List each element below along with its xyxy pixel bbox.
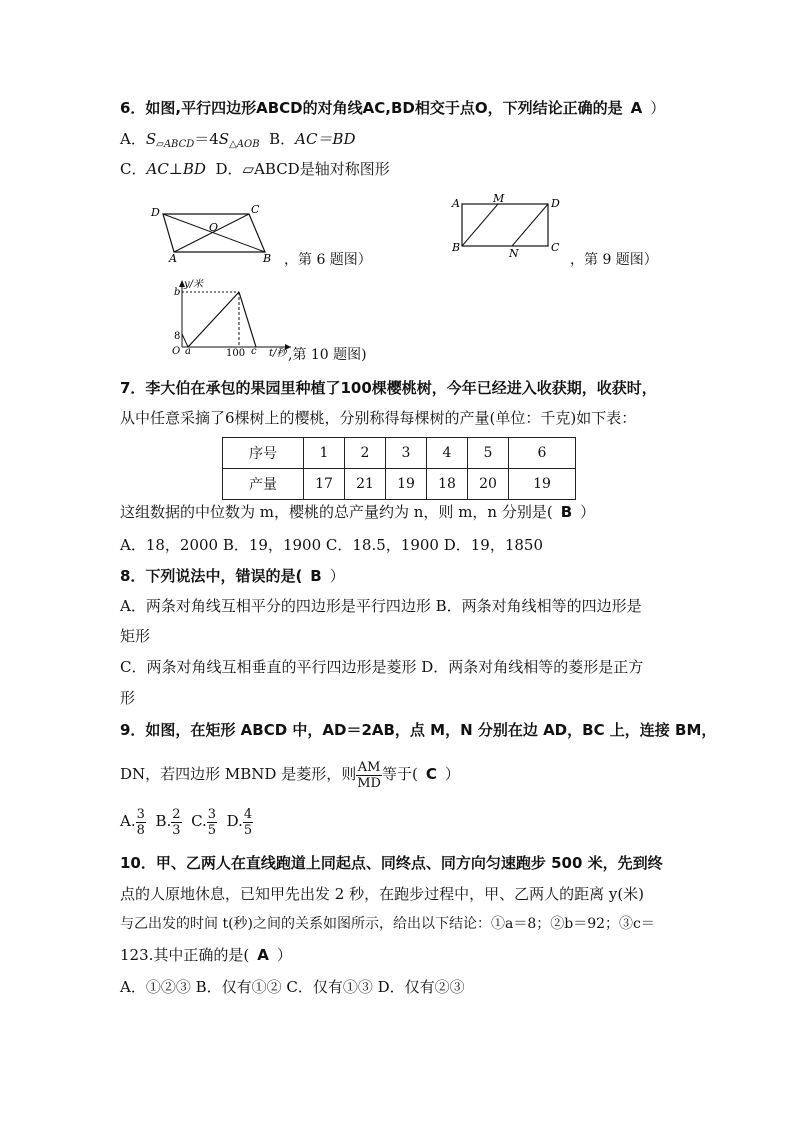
table-cell: 2 xyxy=(345,438,386,469)
q9-line1-text: 9．如图，在矩形 ABCD 中，AD＝2AB，点 M，N 分别在边 AD，BC 上，连接 BM， xyxy=(120,721,717,739)
fraction-numerator: 3 xyxy=(136,806,145,822)
figure-9-rectangle xyxy=(450,192,570,260)
q6-stem: 6．如图,平行四边形ABCD的对角线AC,BD相交于点O，下列结论正确的是 xyxy=(120,99,623,117)
fraction-denominator: 3 xyxy=(172,822,181,838)
q9-opt-b-fraction xyxy=(171,807,181,838)
fraction-denominator: 5 xyxy=(243,822,253,838)
q8-stem: 8．下列说法中，错误的是( xyxy=(120,567,303,585)
q6-opt-a-label: A． xyxy=(120,130,146,148)
q10-options: A．①②③ B．仅有①② C．仅有①③ D．仅有②③ xyxy=(120,978,465,996)
q7-options: A．18，2000 B．19，1900 C．18.5，1900 D．19，1850 xyxy=(120,536,544,554)
label-t: t/秒 xyxy=(269,348,287,359)
q8-stem-line xyxy=(120,566,345,586)
q8-answer: B xyxy=(310,567,322,585)
figure-10-graph xyxy=(165,276,295,362)
table-cell: 18 xyxy=(427,469,468,500)
q6-options-ab xyxy=(120,129,355,155)
q9-opt-d-label: D. xyxy=(226,812,243,830)
label-m: M xyxy=(493,192,505,205)
q7-line1 xyxy=(120,378,657,398)
fraction-denominator: MD xyxy=(357,775,381,791)
q9-opt-c-fraction xyxy=(207,807,217,838)
q7-line3-text: 这组数据的中位数为 m，樱桃的总产量约为 n，则 m，n 分别是( xyxy=(120,503,553,521)
label-a: a xyxy=(185,346,191,357)
segment-fall xyxy=(239,292,256,347)
label-d: D xyxy=(151,206,160,219)
label-a: A xyxy=(452,197,460,210)
q10-line2: 点的人原地休息，已知甲先出发 2 秒，在跑步过程中，甲、乙两人的距离 y(米) xyxy=(120,885,645,903)
table-cell: 5 xyxy=(468,438,509,469)
q8-line1: A．两条对角线互相平分的四边形是平行四边形 B．两条对角线相等的四边形是 xyxy=(120,597,642,615)
table-row xyxy=(223,469,576,500)
q7-data-table xyxy=(222,437,576,500)
label-a: A xyxy=(169,252,177,264)
figure-6-caption: ，第 6 题图） xyxy=(284,252,372,268)
fraction-numerator: AM xyxy=(357,759,381,775)
q9-opt-b-label: B. xyxy=(155,812,172,830)
q9-opt-a-label: A. xyxy=(120,812,136,830)
label-100: 100 xyxy=(226,348,246,359)
q6-opt-a-sub2: △AOB xyxy=(229,139,260,150)
figure-6-parallelogram xyxy=(148,202,278,264)
fraction-numerator: 3 xyxy=(207,806,217,822)
label-n: N xyxy=(509,247,519,260)
q10-close: ） xyxy=(276,946,292,964)
rectangle-abcd xyxy=(462,204,548,246)
q6-opt-a-mid: ＝4 xyxy=(194,130,219,148)
label-c: C xyxy=(551,241,560,254)
table-cell: 21 xyxy=(345,469,386,500)
q7-line3 xyxy=(120,502,595,522)
label-c: c xyxy=(251,346,257,357)
q6-options-cd xyxy=(120,159,390,179)
q9-close: ） xyxy=(444,765,460,783)
q8-line2: 矩形 xyxy=(120,627,151,645)
q7-line1-text: 7．李大伯在承包的果园里种植了100棵樱桃树，今年已经进入收获期，收获时， xyxy=(120,379,657,397)
q9-opt-c-label: C. xyxy=(191,812,207,830)
table-cell: 19 xyxy=(386,469,427,500)
q6-opt-a-s1: S xyxy=(145,130,157,148)
q10-line4a: 123.其中正确的是( xyxy=(120,946,250,964)
q6-opt-b: AC＝BD xyxy=(295,130,356,148)
q6-stem-line xyxy=(120,98,665,118)
q10-line1-text: 10．甲、乙两人在直线跑道上同起点、同终点、同方向匀速跑步 500 米，先到终 xyxy=(120,854,663,872)
q9-line1 xyxy=(120,720,716,740)
label-b: B xyxy=(263,252,272,264)
fraction-denominator: 8 xyxy=(136,822,145,838)
q6-opt-d-label: D． xyxy=(215,160,243,178)
q10-line4 xyxy=(120,945,292,965)
label-d: D xyxy=(551,197,560,210)
label-o: O xyxy=(172,346,181,357)
q9-line2 xyxy=(120,755,460,793)
q6-answer: A xyxy=(630,99,643,117)
segment-dn xyxy=(512,204,548,246)
q6-opt-c: AC⊥BD xyxy=(146,160,206,178)
label-b: b xyxy=(174,287,181,298)
q7-line2: 从中任意采摘了6棵树上的樱桃，分别称得每棵树的产量(单位：千克)如下表： xyxy=(120,409,637,427)
table-cell: 6 xyxy=(509,438,576,469)
q6-opt-d: ▱ABCD是轴对称图形 xyxy=(242,160,390,178)
q10-line1 xyxy=(120,853,663,873)
fraction-numerator: 4 xyxy=(243,806,253,822)
label-8: 8 xyxy=(174,331,181,342)
table-cell: 产量 xyxy=(223,469,304,500)
q9-line2b: 等于( xyxy=(381,765,418,783)
q6-close: ） xyxy=(650,99,666,117)
q6-opt-c-label: C． xyxy=(120,160,147,178)
q9-opt-d-fraction xyxy=(243,807,253,838)
fraction-numerator: 2 xyxy=(172,806,181,822)
q9-opt-a-fraction xyxy=(136,807,146,838)
label-y: y/米 xyxy=(184,279,204,290)
q8-close: ） xyxy=(329,567,345,585)
q7-close: ） xyxy=(580,503,596,521)
q6-opt-b-label: B． xyxy=(269,130,296,148)
q7-answer: B xyxy=(560,503,573,521)
table-cell: 17 xyxy=(304,469,345,500)
figure-9-caption: ，第 9 题图） xyxy=(570,252,658,268)
table-cell: 1 xyxy=(304,438,345,469)
table-cell: 3 xyxy=(386,438,427,469)
table-row xyxy=(223,438,576,469)
q8-line3: C．两条对角线互相垂直的平行四边形是菱形 D．两条对角线相等的菱形是正方 xyxy=(120,658,644,676)
q6-opt-a-s2: S xyxy=(218,130,230,148)
q9-line2a: DN，若四边形 MBND 是菱形，则 xyxy=(120,765,357,783)
segment-bm xyxy=(462,204,498,246)
table-cell: 19 xyxy=(509,469,576,500)
segment-rise xyxy=(188,292,239,347)
q10-line3: 与乙出发的时间 t(秒)之间的关系如图所示，给出以下结论：①a＝8；②b＝92；③c＝ xyxy=(120,916,655,932)
figure-10-caption: ,第 10 题图) xyxy=(288,347,367,363)
q9-options xyxy=(120,802,253,840)
q9-fraction xyxy=(356,760,382,791)
fraction-denominator: 5 xyxy=(207,822,217,838)
table-cell: 20 xyxy=(468,469,509,500)
label-b: B xyxy=(452,241,461,254)
q6-opt-a-sub1: ▱ABCD xyxy=(156,139,195,150)
label-o: O xyxy=(209,221,219,234)
q8-line4: 形 xyxy=(120,689,136,707)
table-cell: 序号 xyxy=(223,438,304,469)
q10-answer: A xyxy=(257,946,269,964)
q9-answer: C xyxy=(425,765,437,783)
table-cell: 4 xyxy=(427,438,468,469)
label-c: C xyxy=(251,203,260,216)
